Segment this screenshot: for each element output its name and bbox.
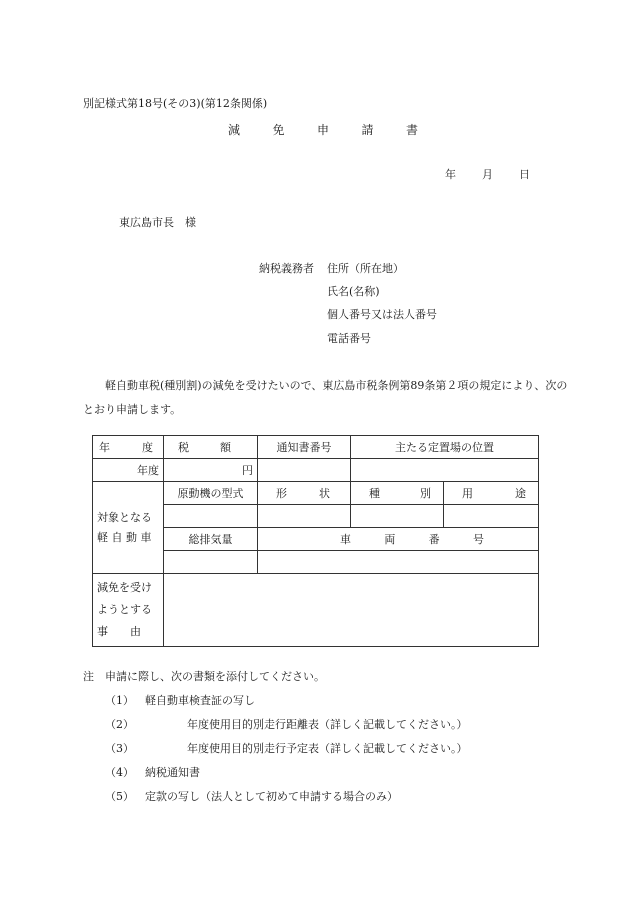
kind-label: 種 別 [351,482,444,505]
reason-cell[interactable] [164,574,539,647]
tax-amount-cell[interactable]: 円 [164,459,258,482]
addressee: 東広島市長 様 [119,216,196,229]
usage-label: 用 途 [444,482,539,505]
engine-model-cell[interactable] [164,505,258,528]
note-item: （5） 定款の写し（法人として初めて申請する場合のみ） [105,790,398,803]
application-table [92,435,539,647]
table-row [93,482,539,505]
name-field-label: 氏名(名称) [327,285,380,298]
plate-number-cell[interactable] [258,551,539,574]
header-notice-number: 通知書番号 [258,436,351,459]
date-line [445,166,530,182]
note-item: （4） 納税通知書 [105,766,200,779]
document-title [228,121,418,138]
notes-heading: 注 申請に際し、次の書類を添付してください。 [83,670,325,683]
phone-field-label: 電話番号 [327,332,371,345]
title-char: 減 [228,123,241,137]
header-tax: 税 額 [164,436,258,459]
date-year: 年 [445,168,456,181]
application-statement: 軽自動車税(種別割)の減免を受けたいので、東広島市税条例第89条第２項の規定により、次のとおり申請します。 [83,379,568,416]
plate-number-label: 車 両 番 号 [258,528,539,551]
displacement-label: 総排気量 [164,528,258,551]
address-field-label: 住所（所在地） [327,262,404,275]
note-item: （3） 年度使用目的別走行予定表（詳しく記載してください。） [105,742,468,755]
table-row [93,574,539,647]
title-char: 書 [405,123,418,137]
title-char: 申 [316,123,329,137]
table-header-row [93,436,539,459]
title-char: 請 [361,123,374,137]
usage-cell[interactable] [444,505,539,528]
header-year: 年 度 [93,436,164,459]
form-reference: 別記様式第18号(その3)(第12条関係) [83,97,268,110]
id-number-field-label: 個人番号又は法人番号 [327,308,437,321]
date-day: 日 [519,168,530,181]
note-item: （2） 年度使用目的別走行距離表（詳しく記載してください。） [105,718,468,731]
taxpayer-label: 納税義務者 [259,262,314,275]
vehicle-label: 対象となる 軽 自 動 車 [93,482,164,574]
note-item: （1） 軽自動車検査証の写し [105,694,255,707]
notice-number-cell[interactable] [258,459,351,482]
date-month: 月 [482,168,493,181]
table-row [93,459,539,482]
reason-label: 減免を受け ようとする 事 由 [93,574,164,647]
location-cell[interactable] [351,459,539,482]
title-char: 免 [272,123,285,137]
shape-label: 形 状 [258,482,351,505]
shape-cell[interactable] [258,505,351,528]
kind-cell[interactable] [351,505,444,528]
header-location: 主たる定置場の位置 [351,436,539,459]
displacement-cell[interactable] [164,551,258,574]
engine-model-label: 原動機の型式 [164,482,258,505]
year-cell[interactable]: 年度 [93,459,164,482]
